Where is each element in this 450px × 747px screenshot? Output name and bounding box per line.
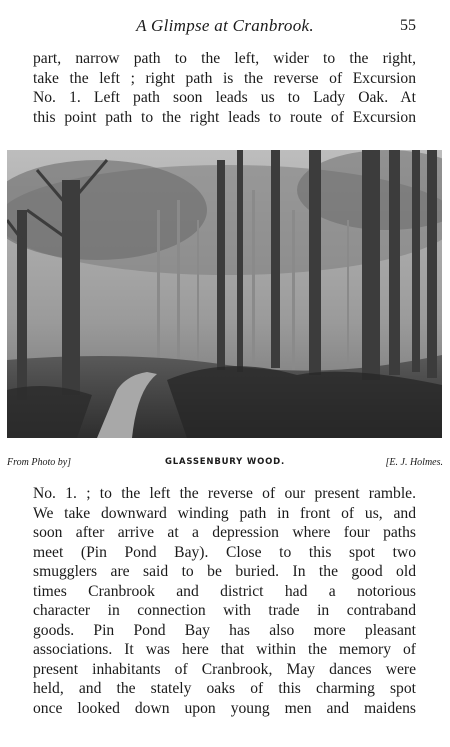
- woodland-photograph: [7, 150, 442, 438]
- text-line: associations. It was here that within the memory of: [33, 641, 416, 658]
- page-number: 55: [400, 17, 416, 34]
- paragraph-bottom: [33, 484, 416, 718]
- photographer-credit: [E. J. Holmes.: [385, 457, 443, 468]
- text-line: this point path to the right leads to route of Excursion: [33, 108, 416, 126]
- text-line: No. 1. ; to the left the reverse of our present ramble.: [33, 485, 416, 502]
- text-line: times Cranbrook and district had a notorious: [33, 582, 416, 600]
- text-line: soon after arrive at a depression where four paths: [33, 524, 416, 541]
- text-line: held, and the stately oaks of this charming spot: [33, 680, 416, 697]
- text-line: part, narrow path to the left, wider to the right,: [33, 50, 416, 67]
- page-header: [0, 14, 450, 38]
- text-line: take the left ; right path is the reverse of Excursion: [33, 69, 416, 87]
- text-line: goods. Pin Pond Bay has also more pleasant: [33, 621, 416, 639]
- figure-title: GLASSENBURY WOOD.: [164, 457, 286, 467]
- forest-illustration: [7, 150, 442, 438]
- text-line: meet (Pin Pond Bay). Close to this spot two: [33, 543, 416, 561]
- text-line: present inhabitants of Cranbrook, May dances were: [33, 660, 416, 678]
- text-line: character in connection with trade in contraband: [33, 602, 416, 619]
- paragraph-top: [33, 49, 416, 127]
- text-line: We take downward winding path in front of us, and: [33, 504, 416, 522]
- photo-credit-prefix: From Photo by]: [7, 457, 72, 468]
- running-title: A Glimpse at Cranbrook.: [136, 16, 314, 35]
- text-line: smugglers are said to be buried. In the good old: [33, 563, 416, 580]
- text-line: No. 1. Left path soon leads us to Lady Oak. At: [33, 89, 416, 106]
- figure-caption: [7, 457, 443, 473]
- text-line: once looked down upon young men and maidens: [33, 699, 416, 717]
